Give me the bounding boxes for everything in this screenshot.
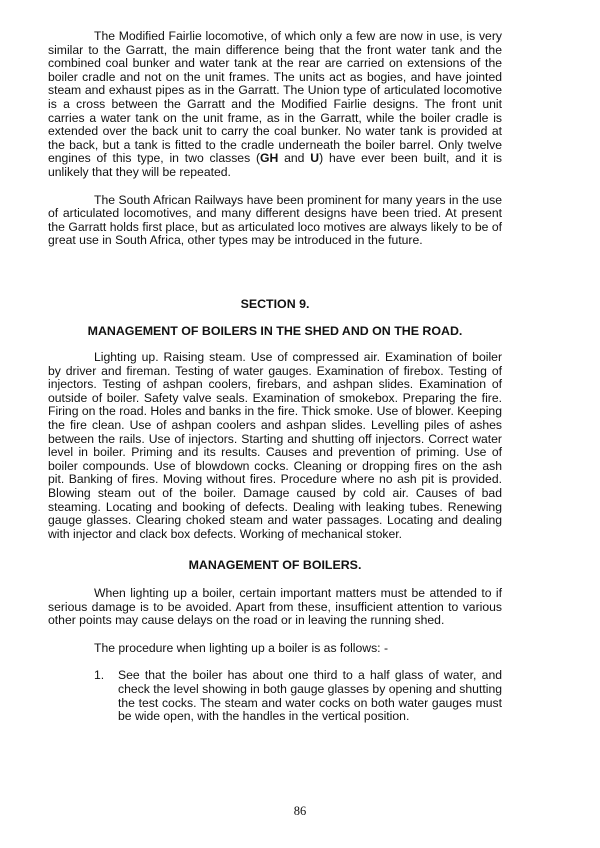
fairlie-text-part1: The Modified Fairlie locomotive, of which only a few are now in use, is very similar to the Garratt, the main difference being that the front water tank and the combined coal bunker and water tank at the rear are carried on extensions of the boiler cradle and not on the unit frames. The units act as bogies, and have jointed steam and exhaust pipes as in the Garratt. The Union type of articulated locomotive is a cross between the Garratt and the Modified Fairlie designs. The front unit carries a water tank on the unit frame, as in the Garratt, while the boiler cradle is extended over the back unit to carry the coal bunker. No water tank is provided at the back, but a tank is fitted to the cradle underneath the boiler barrel. Only twelve engines of this type, in two classes ( [48, 29, 502, 166]
section-heading: SECTION 9. [240, 296, 310, 311]
paragraph-fairlie [48, 30, 502, 180]
section-title: MANAGEMENT OF BOILERS IN THE SHED AND ON THE ROAD. [87, 323, 463, 338]
class-u: U [310, 151, 320, 166]
class-gh: GH [260, 151, 279, 166]
management-heading: MANAGEMENT OF BOILERS. [188, 558, 362, 573]
fairlie-text-and: and [278, 151, 311, 166]
paragraph-lighting: When lighting up a boiler, certain important matters must be attended to if serious damage is to be avoided. Apart from these, insufficient attention to various other points may cause delays on the road or in leaving the running shed. [48, 586, 502, 628]
paragraph-summary: Lighting up. Raising steam. Use of compressed air. Examination of boiler by driver and fireman. Testing of water gauges. Examination of firebox. Testing of injectors. Testing of ashpan coolers, firebars, and ashpan slides. Examination of outside of boiler. Safety valve seals. Examination of smokebox. Preparing the fire. Firing on the road. Holes and banks in the fire. Thick smoke. Use of blower. Keeping the fire clean. Use of ashpan coolers and ashpan slides. Levelling piles of ashes between the rails. Use of injectors. Starting and shutting off injectors. Correct water level in boiler. Priming and its results. Causes and prevention of priming. Use of boiler compounds. Use of blowdown cocks. Cleaning or dropping fires on the ash pit. Banking of fires. Moving without fires. Procedure where no ash pit is provided. Blowing steam out of the boiler. Damage caused by cold air. Causes of bad steaming. Locating and booking of defects. Dealing with leaking tubes. Renewing gauge glasses. Clearing choked steam and water passages. Locating and dealing with injector and clack box defects. Working of mechanical stoker. [48, 350, 502, 541]
list-item-text: See that the boiler has about one third to a half glass of water, and check the level showing in both gauge glasses by opening and shutting the test cocks. The steam and water cocks on both water gauges must be wide open, with the handles in the vertical position. [118, 668, 502, 724]
page-number: 86 [293, 804, 307, 818]
page-body [48, 30, 502, 724]
fairlie-text-part2: ) have ever been built, and it is unlikely that they will be repeated. [48, 151, 502, 179]
list-item-number: 1. [94, 668, 105, 683]
paragraph-sar: The South African Railways have been prominent for many years in the use of articulated locomotives, and many different designs have been tried. At present the Garratt holds first place, but as articulated loco motives are always likely to be of great use in South Africa, other types may be introduced in the future. [48, 192, 502, 248]
paragraph-procedure: The procedure when lighting up a boiler is as follows: - [94, 640, 389, 655]
procedure-list [48, 669, 502, 723]
list-item [48, 669, 502, 723]
